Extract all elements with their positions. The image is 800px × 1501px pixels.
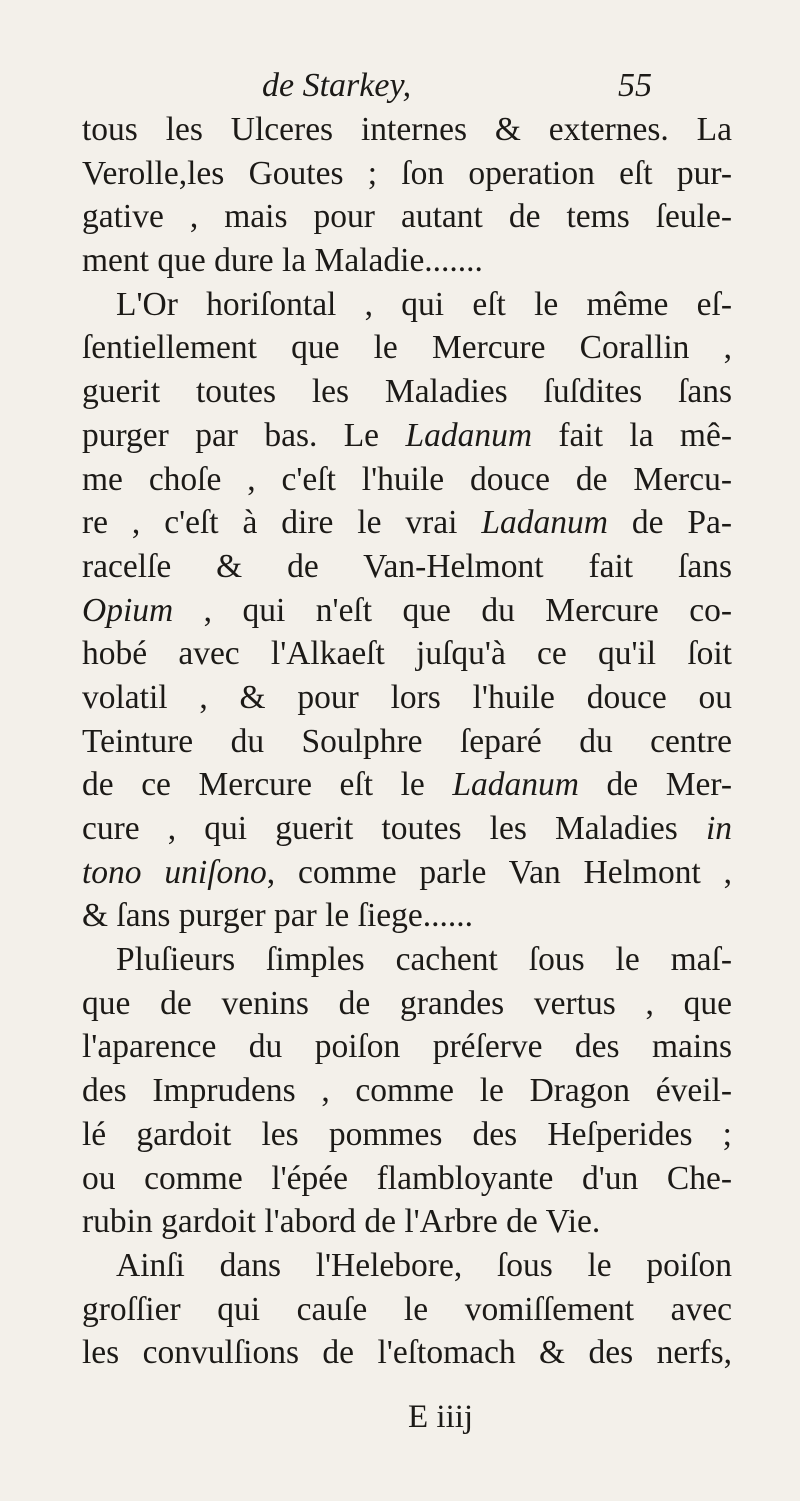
text-line: des Imprudens , comme le Dragon éveil- xyxy=(82,1072,732,1110)
text-line: volatil , & pour lors l'huile douce ou xyxy=(82,678,732,716)
body-text xyxy=(82,108,732,1375)
signature-text: E iiij xyxy=(408,1399,474,1435)
page-header xyxy=(0,66,800,106)
text-line: Teinture du Soulphre ſeparé du centre xyxy=(82,722,732,760)
text-line: Ainſi dans l'Helebore, ſous le poiſon xyxy=(116,1246,732,1284)
text-line: hobé avec l'Alkaeſt juſqu'à ce qu'il ſoit xyxy=(82,635,732,673)
text-fragment: de Mer- xyxy=(606,766,733,804)
text-line: ment que dure la Maladie....... xyxy=(82,242,483,280)
text-fragment: purger par bas. Le xyxy=(82,416,380,454)
text-fragment: de Pa- xyxy=(631,504,733,542)
italic-term: in xyxy=(705,810,733,847)
italic-term: Ladanum xyxy=(405,416,533,454)
text-fragment: de ce Mercure eſt le xyxy=(82,766,425,804)
text-line: & ſans purger par le ſiege...... xyxy=(82,897,474,935)
text-fragment: re , c'eſt à dire le vrai xyxy=(82,504,458,542)
text-line: groſſier qui cauſe le vomiſſement avec xyxy=(82,1290,732,1328)
text-line: que de venins de grandes vertus , que xyxy=(82,984,732,1022)
italic-term: Ladanum xyxy=(481,504,608,542)
text-line xyxy=(82,851,732,895)
italic-term: Ladanum xyxy=(452,766,579,804)
running-head: de Starkey, xyxy=(262,67,412,104)
text-fragment: fait la mê- xyxy=(558,416,733,454)
text-line: L'Or horiſontal , qui eſt le même eſ- xyxy=(116,285,732,323)
signature-mark xyxy=(0,1395,800,1439)
text-line: Pluſieurs ſimples cachent ſous le maſ- xyxy=(116,941,732,979)
page-number: 55 xyxy=(618,67,652,104)
text-line: ou comme l'épée flambloyante d'un Che- xyxy=(82,1159,732,1197)
text-line xyxy=(82,807,732,851)
text-line: lé gardoit les pommes des Heſperides ; xyxy=(82,1115,732,1153)
text-line xyxy=(82,589,732,633)
text-line: l'aparence du poiſon préſerve des mains xyxy=(82,1028,732,1066)
text-line: ſentiellement que le Mercure Corallin , xyxy=(82,329,732,367)
text-fragment: , qui n'eſt que du Mercure co- xyxy=(203,591,732,629)
italic-term: tono uniſono xyxy=(82,853,267,891)
text-line: rubin gardoit l'abord de l'Arbre de Vie. xyxy=(82,1203,601,1241)
text-line xyxy=(82,763,732,807)
text-line xyxy=(82,501,732,545)
text-line: les convulſions de l'eſtomach & des nerfs, xyxy=(82,1334,732,1372)
text-line: Verolle,les Goutes ; ſon operation eſt pur- xyxy=(82,154,732,192)
text-line: racelſe & de Van-Helmont fait ſans xyxy=(82,547,732,585)
text-line xyxy=(82,414,732,458)
text-line: me choſe , c'eſt l'huile douce de Mercu- xyxy=(82,460,732,498)
text-line: tous les Ulceres internes & externes. La xyxy=(82,111,732,148)
text-fragment: , comme parle Van Helmont , xyxy=(266,853,732,891)
text-line: gative , mais pour autant de tems ſeule- xyxy=(82,198,732,236)
italic-term: Opium xyxy=(82,591,174,629)
text-line: guerit toutes les Maladies ſuſdites ſans xyxy=(82,373,732,411)
text-fragment: cure , qui guerit toutes les Maladies xyxy=(82,810,678,847)
